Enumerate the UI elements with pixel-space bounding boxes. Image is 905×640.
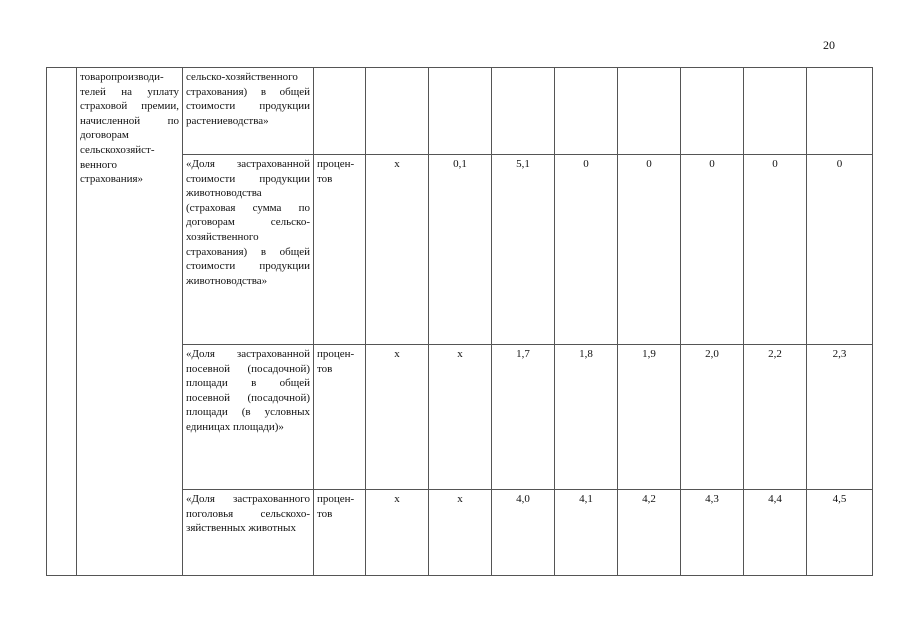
- value-cell: [744, 68, 807, 155]
- value-cell: 1,9: [618, 345, 681, 490]
- value-cell: х: [429, 345, 492, 490]
- value-cell: 4,5: [807, 490, 873, 576]
- value-cell: [492, 68, 555, 155]
- value-cell: 2,0: [681, 345, 744, 490]
- value-cell: 0: [807, 155, 873, 345]
- unit-cell: процен-тов: [314, 345, 366, 490]
- measure-description-cell: товаропроизводи-телей на уплату страховой премии, начисленной по договорам сельскохозяйст-венного страхования»: [77, 68, 183, 576]
- value-cell: [366, 68, 429, 155]
- table-row: [47, 68, 873, 155]
- value-cell: 4,0: [492, 490, 555, 576]
- value-cell: х: [366, 490, 429, 576]
- value-cell: 0: [744, 155, 807, 345]
- unit-cell: процен-тов: [314, 155, 366, 345]
- value-cell: х: [366, 155, 429, 345]
- value-cell: 0: [618, 155, 681, 345]
- page-number: 20: [823, 38, 835, 52]
- index-cell: [47, 68, 77, 576]
- indicator-cell: сельско-хозяйственного страхования) в общей стоимости продукции растениеводства»: [183, 68, 314, 155]
- value-cell: [429, 68, 492, 155]
- value-cell: х: [366, 345, 429, 490]
- value-cell: [807, 68, 873, 155]
- value-cell: [681, 68, 744, 155]
- value-cell: 2,3: [807, 345, 873, 490]
- value-cell: 0,1: [429, 155, 492, 345]
- value-cell: 1,7: [492, 345, 555, 490]
- value-cell: 4,2: [618, 490, 681, 576]
- value-cell: 0: [681, 155, 744, 345]
- value-cell: 4,3: [681, 490, 744, 576]
- unit-cell: процен-тов: [314, 490, 366, 576]
- value-cell: 5,1: [492, 155, 555, 345]
- value-cell: 1,8: [555, 345, 618, 490]
- value-cell: х: [429, 490, 492, 576]
- value-cell: 4,4: [744, 490, 807, 576]
- value-cell: 0: [555, 155, 618, 345]
- unit-cell: [314, 68, 366, 155]
- indicators-table: [46, 67, 873, 576]
- value-cell: [618, 68, 681, 155]
- value-cell: [555, 68, 618, 155]
- indicator-cell: «Доля застрахованной посевной (посадочной) площади в общей посевной (посадочной) площади (в условных единицах площади)»: [183, 345, 314, 490]
- indicator-cell: «Доля застрахованной стоимости продукции животноводства (страховая сумма по договорам сельско-хозяйственного страхования) в общей стоимости продукции животноводства»: [183, 155, 314, 345]
- value-cell: 4,1: [555, 490, 618, 576]
- indicator-cell: «Доля застрахованного поголовья сельскохо-зяйственных животных: [183, 490, 314, 576]
- value-cell: 2,2: [744, 345, 807, 490]
